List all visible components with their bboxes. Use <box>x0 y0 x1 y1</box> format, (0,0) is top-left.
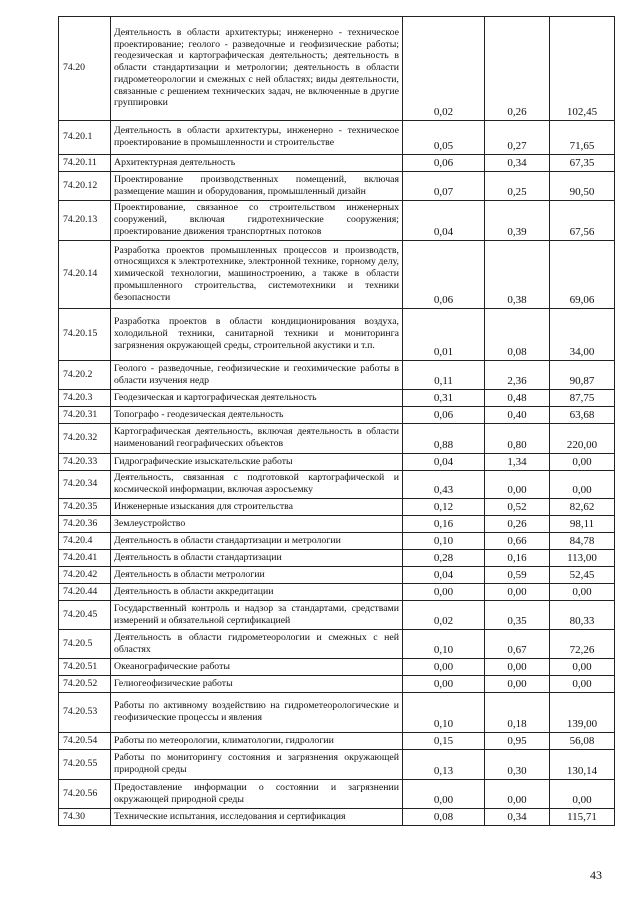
value-cell-3: 90,50 <box>550 172 615 201</box>
value-cell-3: 87,75 <box>550 390 615 407</box>
value-cell-3: 67,56 <box>550 201 615 241</box>
value-cell-1: 0,13 <box>403 750 485 780</box>
value-cell-2: 0,38 <box>485 241 550 309</box>
code-cell: 74.20.54 <box>59 733 111 750</box>
table-row <box>59 499 615 516</box>
code-cell: 74.20.15 <box>59 309 111 361</box>
code-cell: 74.20.2 <box>59 361 111 390</box>
description-cell: Деятельность, связанная с подготовкой картографической и космической информации, включая аэросъемку <box>111 471 403 499</box>
value-cell-2: 0,34 <box>485 155 550 172</box>
value-cell-3: 84,78 <box>550 533 615 550</box>
description-cell: Технические испытания, исследования и сертификация <box>111 809 403 826</box>
code-cell: 74.20.5 <box>59 630 111 659</box>
value-cell-2: 0,95 <box>485 733 550 750</box>
value-cell-3: 220,00 <box>550 424 615 454</box>
table-row <box>59 516 615 533</box>
description-cell: Архитектурная деятельность <box>111 155 403 172</box>
description-cell: Деятельность в области аккредитации <box>111 584 403 601</box>
table-row <box>59 676 615 693</box>
table-row <box>59 309 615 361</box>
description-cell: Инженерные изыскания для строительства <box>111 499 403 516</box>
value-cell-2: 0,18 <box>485 693 550 733</box>
page-number: 43 <box>590 868 602 882</box>
value-cell-2: 0,35 <box>485 601 550 630</box>
code-cell: 74.20.45 <box>59 601 111 630</box>
table-row <box>59 471 615 499</box>
table-row <box>59 809 615 826</box>
value-cell-2: 0,30 <box>485 750 550 780</box>
value-cell-3: 82,62 <box>550 499 615 516</box>
code-cell: 74.20.36 <box>59 516 111 533</box>
value-cell-3: 63,68 <box>550 407 615 424</box>
table-row <box>59 567 615 584</box>
value-cell-2: 0,27 <box>485 121 550 155</box>
value-cell-2: 0,40 <box>485 407 550 424</box>
value-cell-3: 102,45 <box>550 17 615 121</box>
value-cell-3: 0,00 <box>550 676 615 693</box>
value-cell-1: 0,06 <box>403 155 485 172</box>
value-cell-3: 52,45 <box>550 567 615 584</box>
description-cell: Работы по метеорологии, климатологии, гидрологии <box>111 733 403 750</box>
table-row <box>59 361 615 390</box>
description-cell: Деятельность в области стандартизации <box>111 550 403 567</box>
value-cell-3: 34,00 <box>550 309 615 361</box>
value-cell-3: 72,26 <box>550 630 615 659</box>
code-cell: 74.20.55 <box>59 750 111 780</box>
description-cell: Предоставление информации о состоянии и загрязнении окружающей природной среды <box>111 780 403 809</box>
table-row <box>59 121 615 155</box>
description-cell: Геодезическая и картографическая деятельность <box>111 390 403 407</box>
value-cell-2: 0,00 <box>485 471 550 499</box>
value-cell-1: 0,00 <box>403 659 485 676</box>
value-cell-1: 0,04 <box>403 454 485 471</box>
value-cell-1: 0,05 <box>403 121 485 155</box>
code-cell: 74.20.13 <box>59 201 111 241</box>
value-cell-3: 0,00 <box>550 780 615 809</box>
table-row <box>59 155 615 172</box>
value-cell-1: 0,88 <box>403 424 485 454</box>
value-cell-1: 0,00 <box>403 584 485 601</box>
value-cell-3: 98,11 <box>550 516 615 533</box>
table-row <box>59 172 615 201</box>
table-row <box>59 241 615 309</box>
table-row <box>59 533 615 550</box>
value-cell-1: 0,31 <box>403 390 485 407</box>
value-cell-3: 115,71 <box>550 809 615 826</box>
table-row <box>59 601 615 630</box>
description-cell: Работы по активному воздействию на гидрометеорологические и геофизические процессы и явления <box>111 693 403 733</box>
table-row <box>59 407 615 424</box>
code-cell: 74.20.11 <box>59 155 111 172</box>
description-cell: Проектирование производственных помещений, включая размещение машин и оборудования, промышленный дизайн <box>111 172 403 201</box>
value-cell-3: 139,00 <box>550 693 615 733</box>
code-cell: 74.20.32 <box>59 424 111 454</box>
table-row <box>59 454 615 471</box>
value-cell-3: 0,00 <box>550 454 615 471</box>
code-cell: 74.20.44 <box>59 584 111 601</box>
code-cell: 74.20.51 <box>59 659 111 676</box>
value-cell-1: 0,10 <box>403 693 485 733</box>
value-cell-3: 69,06 <box>550 241 615 309</box>
value-cell-3: 113,00 <box>550 550 615 567</box>
value-cell-1: 0,07 <box>403 172 485 201</box>
description-cell: Топографо - геодезическая деятельность <box>111 407 403 424</box>
description-cell: Гелиогеофизические работы <box>111 676 403 693</box>
description-cell: Картографическая деятельность, включая деятельность в области наименований географических объектов <box>111 424 403 454</box>
value-cell-2: 0,34 <box>485 809 550 826</box>
code-cell: 74.20.34 <box>59 471 111 499</box>
value-cell-2: 1,34 <box>485 454 550 471</box>
table-row <box>59 550 615 567</box>
value-cell-1: 0,15 <box>403 733 485 750</box>
value-cell-1: 0,06 <box>403 241 485 309</box>
value-cell-3: 0,00 <box>550 659 615 676</box>
value-cell-1: 0,00 <box>403 780 485 809</box>
code-cell: 74.20.12 <box>59 172 111 201</box>
value-cell-1: 0,04 <box>403 567 485 584</box>
code-cell: 74.20.31 <box>59 407 111 424</box>
code-cell: 74.20.14 <box>59 241 111 309</box>
description-cell: Государственный контроль и надзор за стандартами, средствами измерений и обязательной сертификацией <box>111 601 403 630</box>
value-cell-3: 0,00 <box>550 471 615 499</box>
table-row <box>59 424 615 454</box>
value-cell-1: 0,06 <box>403 407 485 424</box>
value-cell-1: 0,01 <box>403 309 485 361</box>
value-cell-2: 0,67 <box>485 630 550 659</box>
table-row <box>59 584 615 601</box>
value-cell-1: 0,11 <box>403 361 485 390</box>
value-cell-3: 0,00 <box>550 584 615 601</box>
value-cell-2: 0,25 <box>485 172 550 201</box>
value-cell-1: 0,02 <box>403 17 485 121</box>
code-cell: 74.20.4 <box>59 533 111 550</box>
value-cell-2: 0,26 <box>485 516 550 533</box>
code-cell: 74.20.35 <box>59 499 111 516</box>
value-cell-2: 0,08 <box>485 309 550 361</box>
value-cell-3: 130,14 <box>550 750 615 780</box>
description-cell: Деятельность в области стандартизации и метрологии <box>111 533 403 550</box>
value-cell-2: 0,66 <box>485 533 550 550</box>
description-cell: Океанографические работы <box>111 659 403 676</box>
code-cell: 74.20.1 <box>59 121 111 155</box>
value-cell-2: 0,39 <box>485 201 550 241</box>
data-table <box>58 16 615 826</box>
value-cell-1: 0,10 <box>403 533 485 550</box>
description-cell: Геолого - разведочные, геофизические и геохимические работы в области изучения недр <box>111 361 403 390</box>
description-cell: Гидрографические изыскательские работы <box>111 454 403 471</box>
code-cell: 74.20.53 <box>59 693 111 733</box>
table-row <box>59 750 615 780</box>
value-cell-1: 0,28 <box>403 550 485 567</box>
value-cell-2: 0,59 <box>485 567 550 584</box>
table-row <box>59 659 615 676</box>
value-cell-2: 0,00 <box>485 659 550 676</box>
code-cell: 74.30 <box>59 809 111 826</box>
code-cell: 74.20.52 <box>59 676 111 693</box>
code-cell: 74.20.41 <box>59 550 111 567</box>
value-cell-2: 0,00 <box>485 584 550 601</box>
value-cell-3: 56,08 <box>550 733 615 750</box>
value-cell-2: 0,00 <box>485 780 550 809</box>
value-cell-1: 0,08 <box>403 809 485 826</box>
value-cell-1: 0,04 <box>403 201 485 241</box>
code-cell: 74.20.42 <box>59 567 111 584</box>
value-cell-1: 0,12 <box>403 499 485 516</box>
value-cell-1: 0,00 <box>403 676 485 693</box>
description-cell: Разработка проектов в области кондиционирования воздуха, холодильной техники, санитарной техники и мониторинга загрязнения окружающей среды, строительной акустики и т.п. <box>111 309 403 361</box>
value-cell-1: 0,16 <box>403 516 485 533</box>
value-cell-3: 80,33 <box>550 601 615 630</box>
value-cell-2: 0,26 <box>485 17 550 121</box>
value-cell-2: 2,36 <box>485 361 550 390</box>
code-cell: 74.20.56 <box>59 780 111 809</box>
description-cell: Землеустройство <box>111 516 403 533</box>
description-cell: Проектирование, связанное со строительством инженерных сооружений, включая гидротехнические сооружения; проектирование движения транспортных потоков <box>111 201 403 241</box>
value-cell-3: 71,65 <box>550 121 615 155</box>
table-row <box>59 693 615 733</box>
description-cell: Деятельность в области архитектуры, инженерно - техническое проектирование в промышленности и строительстве <box>111 121 403 155</box>
table-row <box>59 630 615 659</box>
value-cell-1: 0,02 <box>403 601 485 630</box>
value-cell-2: 0,52 <box>485 499 550 516</box>
table-row <box>59 390 615 407</box>
code-cell: 74.20.33 <box>59 454 111 471</box>
value-cell-3: 67,35 <box>550 155 615 172</box>
value-cell-2: 0,80 <box>485 424 550 454</box>
value-cell-1: 0,43 <box>403 471 485 499</box>
table-row <box>59 733 615 750</box>
table-row <box>59 201 615 241</box>
description-cell: Деятельность в области архитектуры; инженерно - техническое проектирование; геолого - разведочные и геофизические работы; геодезическая и картографическая деятельность; деятельность в области стандартизации и метрологии; деятельность в области гидрометеорологии и смежных с ней областях; виды деятельности, связанные с решением технических задач, не включенные в другие группировки <box>111 17 403 121</box>
value-cell-2: 0,00 <box>485 676 550 693</box>
description-cell: Разработка проектов промышленных процессов и производств, относящихся к электротехнике, электронной технике, горному делу, химической технологии, машиностроению, а также в области промышленного строительства, системотехники и техники безопасности <box>111 241 403 309</box>
description-cell: Деятельность в области метрологии <box>111 567 403 584</box>
description-cell: Работы по мониторингу состояния и загрязнения окружающей природной среды <box>111 750 403 780</box>
code-cell: 74.20.3 <box>59 390 111 407</box>
table-row <box>59 780 615 809</box>
value-cell-2: 0,16 <box>485 550 550 567</box>
value-cell-1: 0,10 <box>403 630 485 659</box>
description-cell: Деятельность в области гидрометеорологии и смежных с ней областях <box>111 630 403 659</box>
code-cell: 74.20 <box>59 17 111 121</box>
table-row <box>59 17 615 121</box>
table-body <box>59 17 615 826</box>
value-cell-2: 0,48 <box>485 390 550 407</box>
value-cell-3: 90,87 <box>550 361 615 390</box>
